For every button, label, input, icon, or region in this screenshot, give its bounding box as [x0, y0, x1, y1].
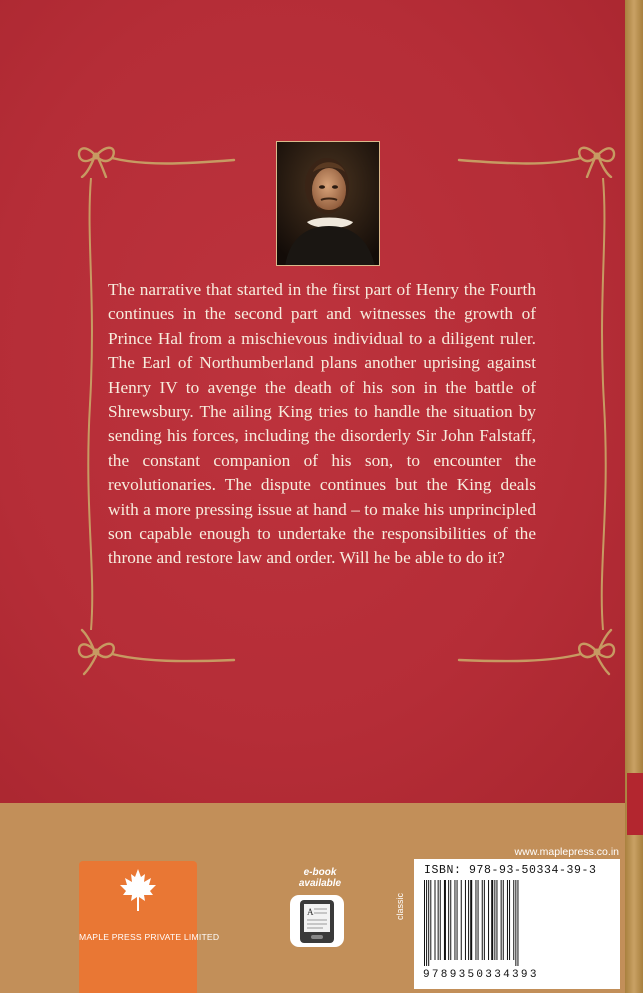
- barcode-bar: [491, 880, 493, 960]
- barcode-bar: [444, 880, 446, 960]
- author-portrait: [276, 141, 380, 266]
- genre-label: classic: [395, 892, 405, 920]
- barcode-bar: [488, 880, 489, 960]
- barcode-bar: [438, 880, 439, 960]
- barcode-bar: [426, 880, 427, 966]
- spine-red-block: [627, 773, 643, 835]
- barcode-bar: [475, 880, 476, 960]
- barcode-bars: [422, 880, 612, 966]
- barcode-bar: [509, 880, 510, 960]
- portrait-illustration: [277, 142, 380, 266]
- ereader-icon: [287, 894, 347, 950]
- bottom-right-bow-ornament: [455, 628, 619, 676]
- svg-text:A: A: [307, 907, 314, 917]
- barcode-bar: [430, 880, 431, 960]
- barcode-bar: [501, 880, 502, 960]
- publisher-logo-badge: [79, 861, 220, 993]
- barcode-bar: [515, 880, 516, 966]
- barcode-bar: [465, 880, 466, 960]
- book-synopsis: The narrative that started in the first part of Henry the Fourth continues in the second part and witnesses the growth of Prince Hal from a mischievous individual to a diligent ruler. The Earl of Northumberland plans another uprising against Henry IV to avenge the death of his son in the battle of Shrewsbury. The ailing King tries to handle the situation by sending his forces, including the disorderly Sir John Falstaff, the constant companion of his son, to encounter the revolutionaries. The dispute continues but the King deals with a more pressing issue at hand – to make his unprincipled son capable enough to undertake the responsibilities of the throne and restore law and order. Will he be able to do it?: [108, 280, 536, 568]
- left-vertical-flourish: [84, 178, 98, 630]
- barcode-bar: [513, 880, 514, 960]
- publisher-website: www.maplepress.co.in: [514, 846, 619, 858]
- ebook-available-label: [290, 867, 350, 889]
- ebook-label-line1: e-book: [303, 867, 337, 878]
- top-right-bow-ornament: [455, 138, 619, 178]
- barcode-bar: [424, 880, 425, 966]
- barcode-digits: 9789350334393: [423, 969, 539, 981]
- top-left-bow-ornament: [74, 138, 238, 178]
- barcode-bar: [484, 880, 485, 960]
- barcode-bar: [503, 880, 504, 960]
- barcode-bar: [461, 880, 462, 960]
- barcode-bar: [457, 880, 458, 960]
- maple-leaf-icon: [118, 868, 158, 912]
- barcode-bar: [517, 880, 518, 966]
- barcode-bar: [482, 880, 483, 960]
- barcode-bar: [454, 880, 455, 960]
- barcode-bar: [448, 880, 449, 960]
- barcode-bar: [468, 880, 469, 960]
- publisher-name: MAPLE PRESS PRIVATE LIMITED: [79, 932, 220, 942]
- ebook-label-line2: available: [298, 878, 342, 889]
- isbn-label: ISBN: 978-93-50334-39-3: [424, 864, 597, 877]
- barcode-bar: [440, 880, 441, 960]
- barcode-bar: [496, 880, 497, 960]
- spine-strip: [625, 0, 643, 993]
- isbn-barcode: [414, 859, 620, 989]
- barcode-bar: [428, 880, 429, 966]
- barcode-bar: [450, 880, 451, 960]
- barcode-bar: [478, 880, 479, 960]
- barcode-bar: [494, 880, 495, 960]
- barcode-bar: [470, 880, 472, 960]
- barcode-bar: [435, 880, 436, 960]
- bottom-left-bow-ornament: [74, 628, 238, 676]
- right-vertical-flourish: [596, 178, 610, 630]
- barcode-bar: [507, 880, 508, 960]
